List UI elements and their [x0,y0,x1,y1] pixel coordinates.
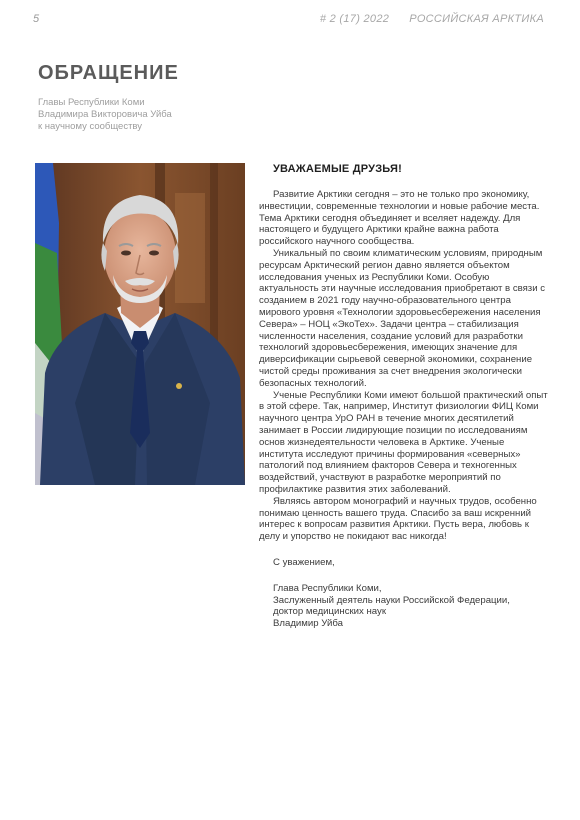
article-subtitle [38,97,172,133]
subtitle-line: Главы Республики Коми [38,97,145,108]
subtitle-line: Владимира Викторовича Уйба [38,109,172,120]
issue-number: # 2 (17) 2022 [319,13,390,25]
letter-paragraph: Развитие Арктики сегодня – это не только про экономику, инвестиции, современные технологии и новые рабочие места. Тема Арктики сегодня объединяет и вселяет надежду. Для настоящего и будущего Арктики крайне важна работа российского научного сообщества. [259,189,540,248]
journal-title: РОССИЙСКАЯ АРКТИКА [409,13,544,25]
signature-name: Владимир Уйба [273,618,343,630]
signature-line: доктор медицинских наук [273,606,387,618]
letter-paragraph: Уникальный по своим климатическим условиям, природным ресурсам Арктический регион давно является объектом исследования ученых из Республики Коми. Особую актуальность эти научные исследования приобретают в связи с созданием в 2021 году научно-образовательного центра мирового уровня «Технологии здоровьесбережения населения Севера» – НОЦ «ЭкоТех». Задачи центра – стабилизация численности населения, создание условий для разработки технологий здоровьесбережения, имеющих значение для диверсификации сырьевой северной экономики, сохранение чистой среды проживания за счет внедрения экологически безопасных технологий. [259,247,546,389]
letter-greeting: УВАЖАЕМЫЕ ДРУЗЬЯ! [273,163,402,175]
letter-paragraph: Ученые Республики Коми имеют большой практический опыт в этой сфере. Так, например, Институт физиологии ФИЦ Коми научного центра УрО РАН в течение многих десятилетий занимает в России лидирующие позиции по исследованиям основ жизнедеятельности человека в Арктике. Ученые института исследуют причины формирования «северных» патологий под влиянием факторов Севера и техногенных воздействий, участвуют в разработке мероприятий по профилактике развития этих заболеваний. [259,389,548,495]
subtitle-line: к научному сообществу [38,121,143,132]
signature-line: Заслуженный деятель науки Российской Федерации, [273,594,510,606]
page-number: 5 [33,13,40,25]
article-title: ОБРАЩЕНИЕ [38,62,179,84]
letter-closing: С уважением, [273,556,335,568]
portrait-photo [35,163,245,485]
letter-paragraph: Являясь автором монографий и научных трудов, особенно понимаю ценность вашего труда. Спасибо за ваш искренний интерес к вопросам развития Арктики. Пусть вера, любовь к делу и упорство не покидают вас никогда! [259,495,537,543]
signature-line: Глава Республики Коми, [273,582,382,594]
letter-body [259,163,549,630]
running-header [320,13,544,25]
signature-block [273,583,549,630]
portrait-illustration [35,163,245,485]
